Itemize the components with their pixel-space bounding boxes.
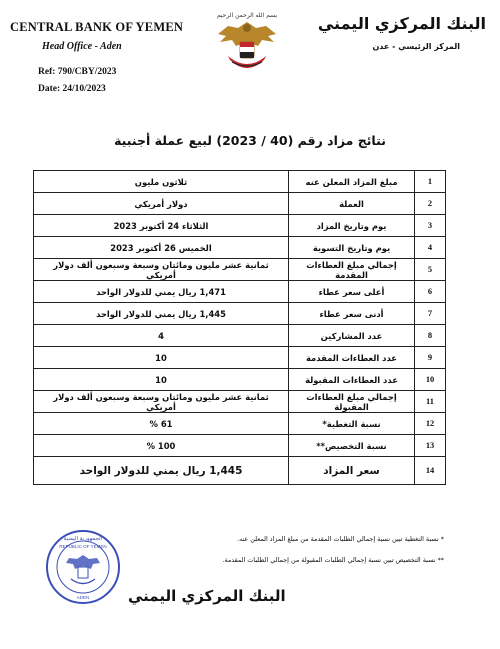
table-row — [34, 281, 446, 303]
row-label: نسبة التخصيص** — [289, 435, 415, 457]
row-value: ثمانية عشر مليون ومائتان وسبعة وسبعون ألف دولار أمريكي — [34, 391, 289, 413]
row-value: 10 — [34, 347, 289, 369]
table-row — [34, 215, 446, 237]
row-label: مبلغ المزاد المعلن عنه — [289, 171, 415, 193]
table-row — [34, 457, 446, 485]
row-number: 3 — [415, 215, 446, 237]
row-value: الخميس 26 أكتوبر 2023 — [34, 237, 289, 259]
row-value: 61 % — [34, 413, 289, 435]
yemen-emblem-icon — [210, 6, 284, 80]
signature-block: البنك المركزي اليمني — [128, 587, 286, 605]
row-value: 100 % — [34, 435, 289, 457]
table-row — [34, 193, 446, 215]
row-value: 1,471 ريال يمني للدولار الواحد — [34, 281, 289, 303]
row-value: ثمانية عشر مليون ومائتان وسبعة وسبعون ألف دولار أمريكي — [34, 259, 289, 281]
document-date: Date: 24/10/2023 — [38, 84, 106, 94]
seal-english-text: REPUBLIC OF YEMEN — [59, 544, 107, 549]
row-number: 7 — [415, 303, 446, 325]
row-label: عدد المشاركين — [289, 325, 415, 347]
row-number: 9 — [415, 347, 446, 369]
table-row — [34, 435, 446, 457]
row-number: 11 — [415, 391, 446, 413]
row-label: يوم وتاريخ المزاد — [289, 215, 415, 237]
basmala-text: بسم الله الرحمن الرحيم — [216, 12, 278, 19]
footnote-coverage: * نسبة التغطية تبين نسبة إجمالي الطلبات المقدمة من مبلغ المزاد المعلن عنه. — [237, 535, 444, 543]
table-row — [34, 171, 446, 193]
table-row — [34, 325, 446, 347]
office-arabic: المركز الرئيسي - عدن — [372, 42, 460, 51]
table-row — [34, 237, 446, 259]
row-label: أدنى سعر عطاء — [289, 303, 415, 325]
table-row — [34, 347, 446, 369]
row-number: 2 — [415, 193, 446, 215]
row-number: 8 — [415, 325, 446, 347]
footnote-allocation: ** نسبة التخصيص تبين نسبة إجمالي الطلبات المقبولة من إجمالي الطلبات المقدمة. — [222, 556, 444, 564]
row-label: العملة — [289, 193, 415, 215]
row-value: 1,445 ريال يمني للدولار الواحد — [34, 457, 289, 485]
seal-bottom-text: ADEN — [76, 595, 90, 600]
row-label: يوم وتاريخ التسوية — [289, 237, 415, 259]
row-label: إجمالي مبلغ العطاءات المقبولة — [289, 391, 415, 413]
table-row — [34, 259, 446, 281]
table-row — [34, 369, 446, 391]
row-label: أعلى سعر عطاء — [289, 281, 415, 303]
row-number: 12 — [415, 413, 446, 435]
row-value: دولار أمريكي — [34, 193, 289, 215]
row-number: 6 — [415, 281, 446, 303]
bank-name-arabic: البنك المركزي اليمني — [317, 14, 486, 33]
row-number: 5 — [415, 259, 446, 281]
row-number: 14 — [415, 457, 446, 485]
row-label: عدد العطاءات المقبولة — [289, 369, 415, 391]
row-label: عدد العطاءات المقدمة — [289, 347, 415, 369]
office-english: Head Office - Aden — [42, 41, 122, 52]
row-value: الثلاثاء 24 أكتوبر 2023 — [34, 215, 289, 237]
bank-name-english: CENTRAL BANK OF YEMEN — [10, 20, 184, 34]
row-number: 10 — [415, 369, 446, 391]
auction-results-table — [33, 170, 446, 485]
table-row — [34, 413, 446, 435]
document-title: نتائج مزاد رقم (40 / 2023) لبيع عملة أجنبية — [114, 133, 386, 148]
row-label: نسبة التغطية* — [289, 413, 415, 435]
row-value: 1,445 ريال يمني للدولار الواحد — [34, 303, 289, 325]
row-label: سعر المزاد — [289, 457, 415, 485]
row-number: 1 — [415, 171, 446, 193]
row-number: 4 — [415, 237, 446, 259]
official-seal-icon — [44, 528, 122, 606]
row-label: إجمالي مبلغ العطاءات المقدمة — [289, 259, 415, 281]
row-value: ثلاثون مليون — [34, 171, 289, 193]
seal-arabic-text: الجمهورية اليمنية — [63, 536, 103, 542]
row-value: 4 — [34, 325, 289, 347]
table-row — [34, 303, 446, 325]
row-value: 10 — [34, 369, 289, 391]
footnotes — [222, 529, 444, 571]
reference-number: Ref: 790/CBY/2023 — [38, 67, 117, 77]
row-number: 13 — [415, 435, 446, 457]
table-row — [34, 391, 446, 413]
